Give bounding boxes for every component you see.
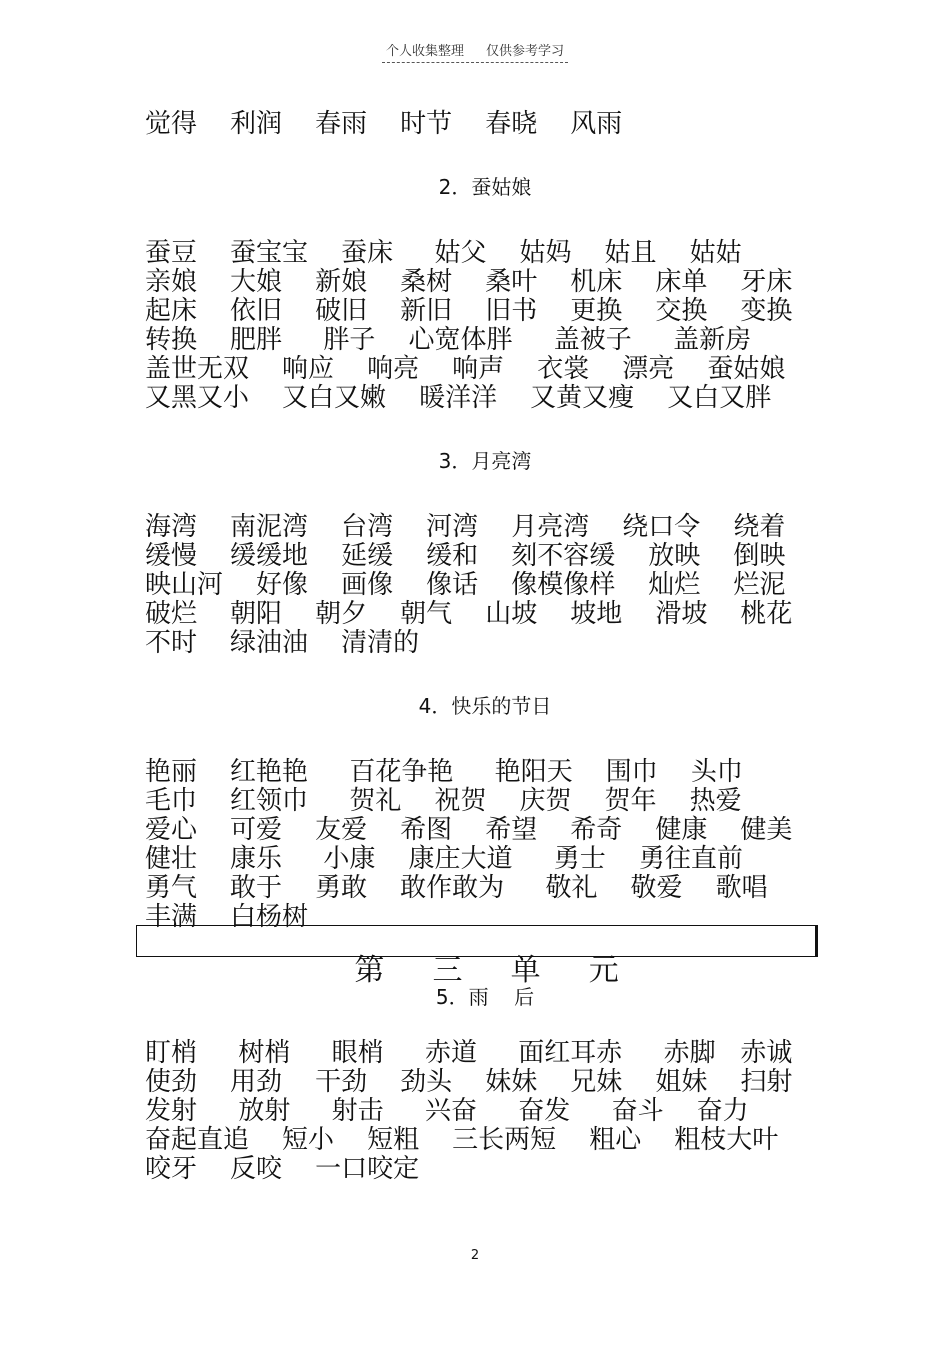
word-line: 不时 绿油油 清清的 (145, 628, 420, 658)
word-line: 觉得 利润 春雨 时节 春晓 风雨 (145, 109, 623, 139)
word-line: 爱心 可爱 友爱 希图 希望 希奇 健康 健美 (145, 815, 793, 845)
section-title: 4．快乐的节日 (418, 694, 552, 718)
section-title: 3．月亮湾 (438, 449, 532, 473)
header-right-text: 仅供参考学习 (486, 44, 565, 59)
word-line: 艳丽 红艳艳 百花争艳 艳阳天 围巾 头巾 (145, 757, 743, 787)
word-line: 咬牙 反咬 一口咬定 (145, 1154, 420, 1184)
word-line: 盖世无双 响应 响亮 响声 衣裳 漂亮 蚕姑娘 (145, 354, 786, 384)
word-line: 勇气 敢于 勇敢 敢作敢为 敬礼 敬爱 歌唱 (145, 873, 768, 903)
page-number: 2 (470, 1248, 480, 1263)
word-line: 使劲 用劲 干劲 劲头 妹妹 兄妹 姐妹 扫射 (145, 1067, 793, 1097)
word-line: 奋起直追 短小 短粗 三长两短 粗心 粗枝大叶 (145, 1125, 779, 1155)
unit-title: 第 三 单 元 (354, 953, 621, 988)
word-line: 亲娘 大娘 新娘 桑树 桑叶 机床 床单 牙床 (145, 267, 793, 297)
section-title: 2．蚕姑娘 (438, 175, 532, 199)
header-left-text: 个人收集整理 (385, 44, 464, 59)
word-line: 转换 肥胖 胖子 心宽体胖 盖被子 盖新房 (145, 325, 752, 355)
word-line: 海湾 南泥湾 台湾 河湾 月亮湾 绕口令 绕着 (145, 512, 786, 542)
word-line: 又黑又小 又白又嫩 暖洋洋 又黄又瘦 又白又胖 (145, 383, 772, 413)
word-line: 盯梢 树梢 眼梢 赤道 面红耳赤 赤脚 赤诚 (145, 1038, 793, 1068)
word-line: 发射 放射 射击 兴奋 奋发 奋斗 奋力 (145, 1096, 749, 1126)
word-line: 破烂 朝阳 朝夕 朝气 山坡 坡地 滑坡 桃花 (145, 599, 793, 629)
word-line: 丰满 白杨树 (145, 902, 309, 932)
word-list-top (145, 110, 825, 932)
word-line: 毛巾 红领巾 贺礼 祝贺 庆贺 贺年 热爱 (145, 786, 742, 816)
word-line: 健壮 康乐 小康 康庄大道 勇士 勇往直前 (145, 844, 743, 874)
unit-title-box (136, 925, 818, 988)
word-line: 映山河 好像 画像 像话 像模像样 灿烂 烂泥 (145, 570, 786, 600)
word-line: 蚕豆 蚕宝宝 蚕床 姑父 姑妈 姑且 姑姑 (145, 238, 742, 268)
word-list-bottom (145, 985, 825, 1184)
word-line: 缓慢 缓缓地 延缓 缓和 刻不容缓 放映 倒映 (145, 541, 786, 571)
word-line: 起床 依旧 破旧 新旧 旧书 更换 交换 变换 (145, 296, 793, 326)
page-header (0, 40, 950, 63)
section-title: 5．雨 后 (435, 985, 535, 1009)
